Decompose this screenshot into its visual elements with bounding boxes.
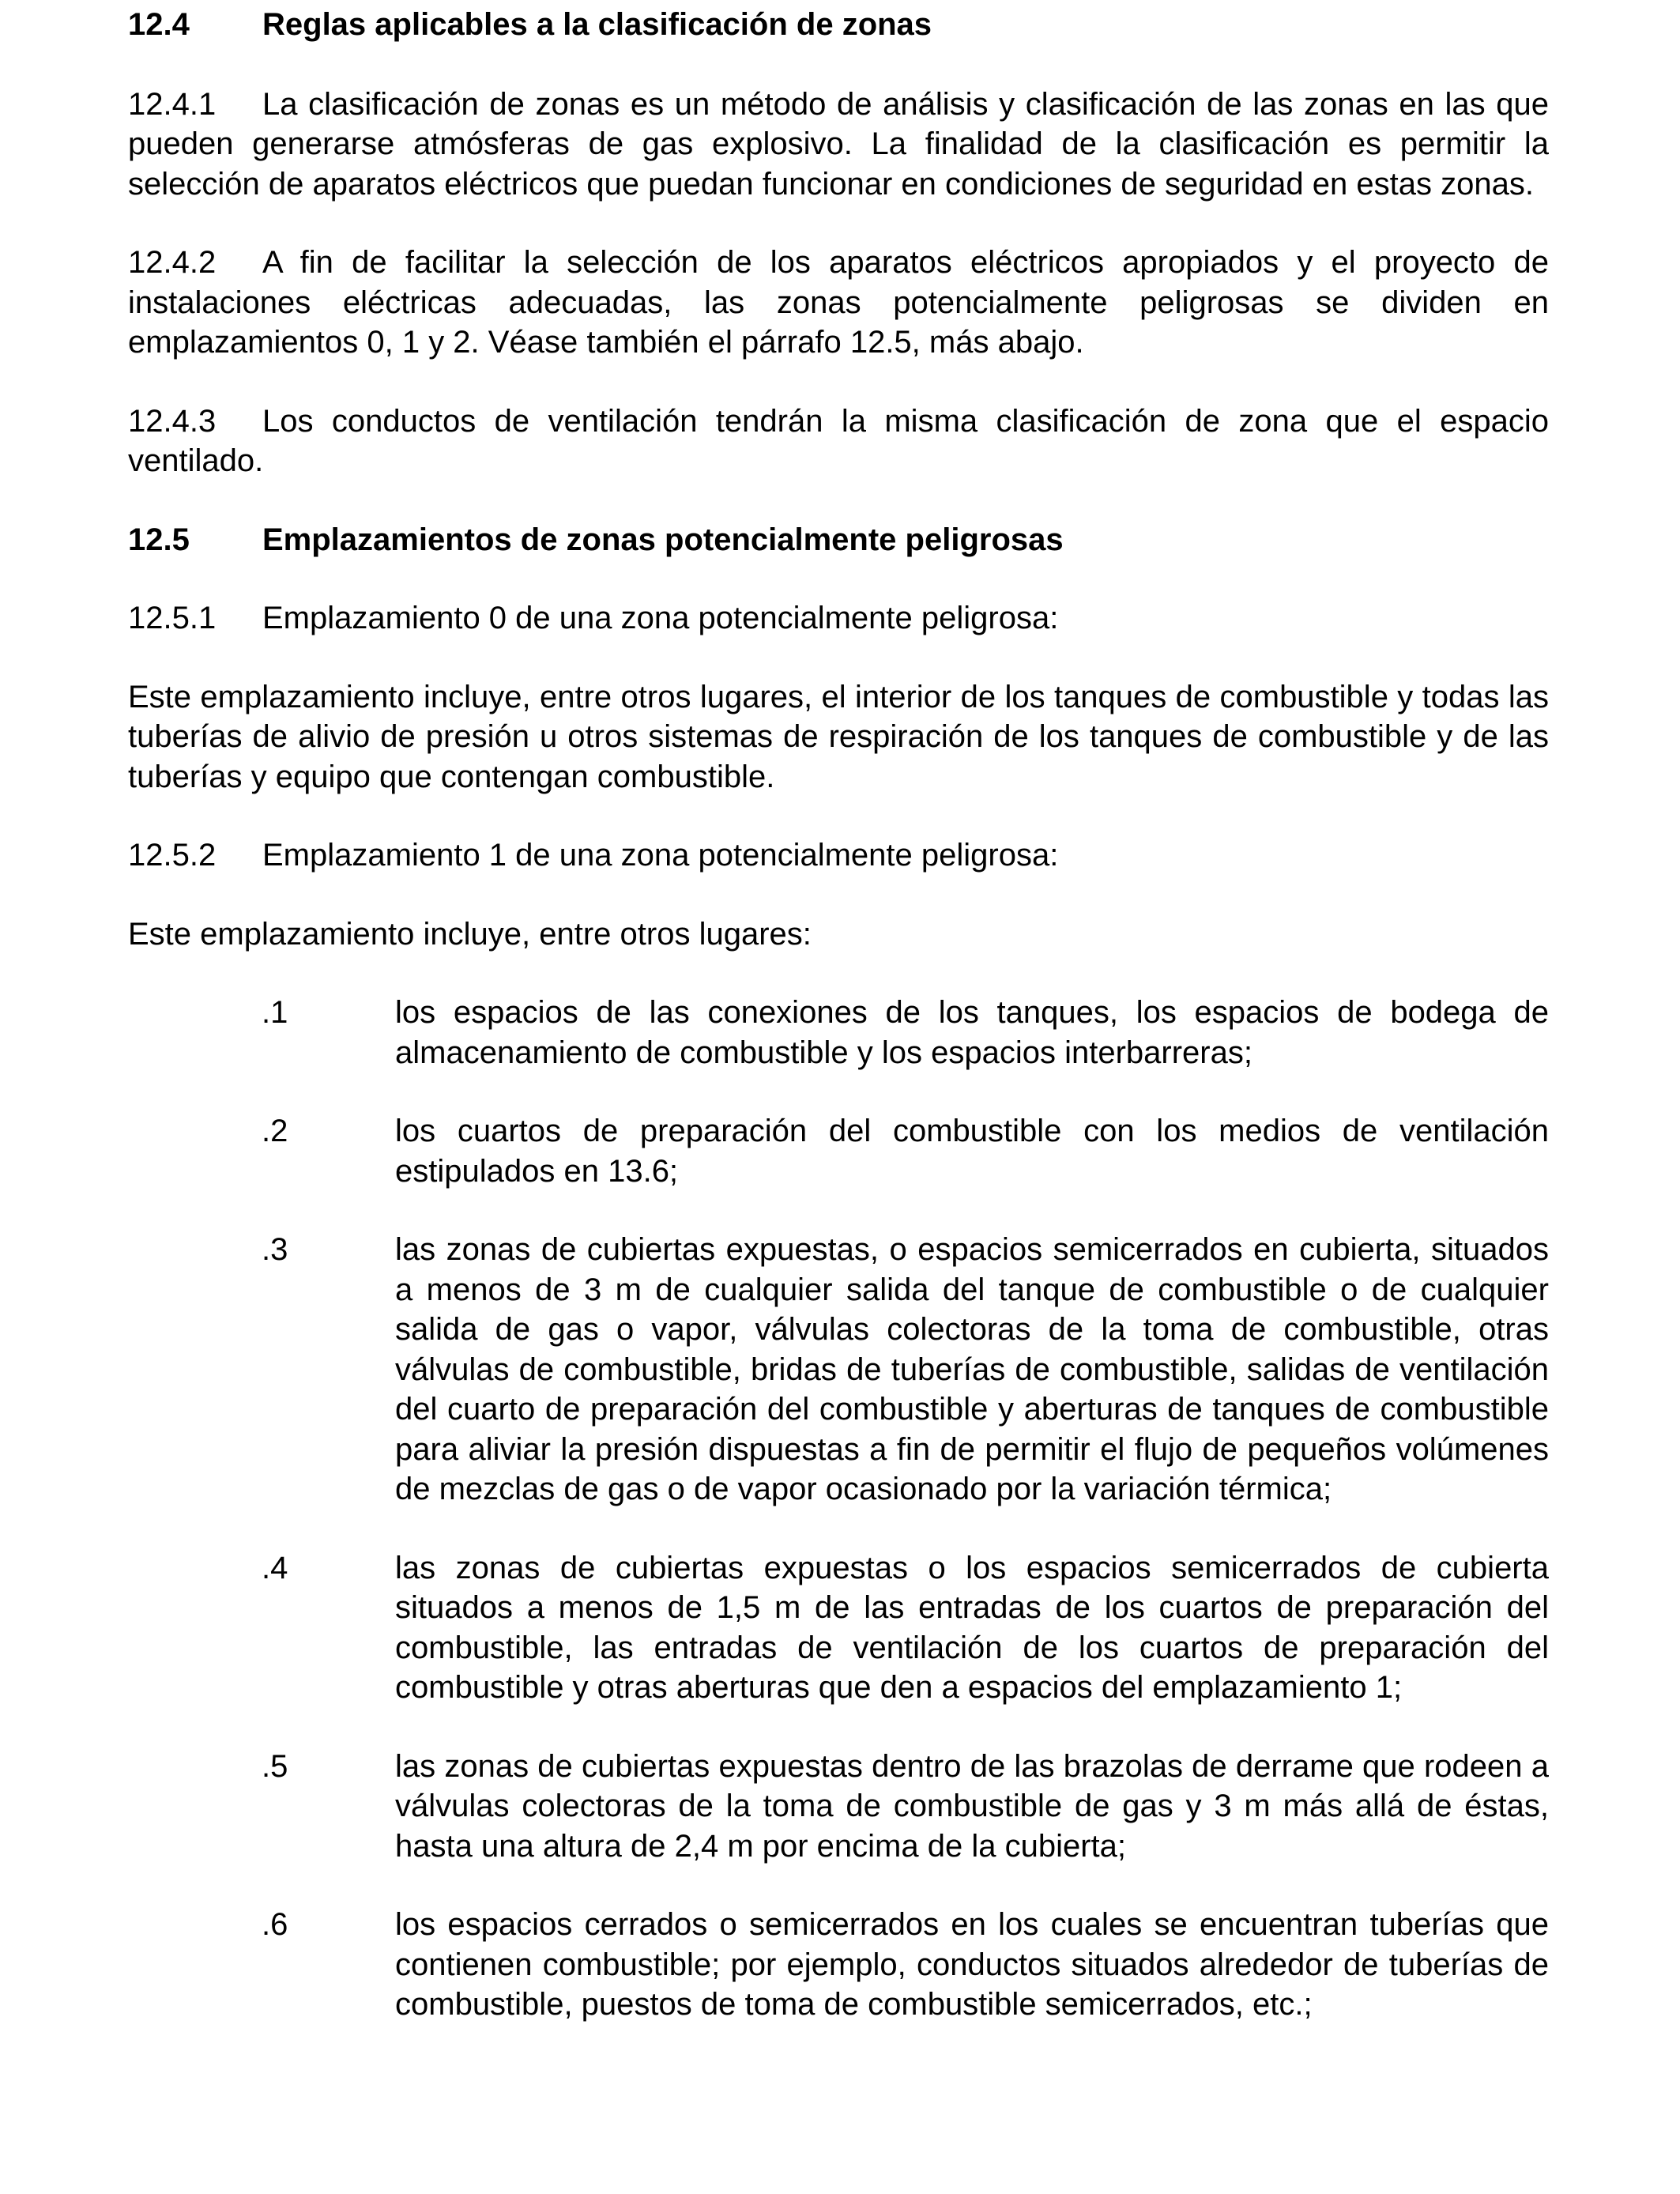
item-number: .3 bbox=[262, 1232, 288, 1267]
heading-number: 12.5 bbox=[128, 522, 190, 557]
item-text: los cuartos de preparación del combustible con los medios de ventilación estipulados en 13.6; bbox=[395, 1114, 1549, 1189]
list-item bbox=[128, 1230, 1549, 1510]
subheading-title: Emplazamiento 1 de una zona potencialmente peligrosa: bbox=[262, 838, 1059, 873]
item-number: .2 bbox=[262, 1114, 288, 1148]
item-text: los espacios cerrados o semicerrados en los cuales se encuentran tuberías que contienen combustible; por ejemplo, conductos situados alrededor de tuberías de combustible, puestos de toma de combustible semicerrados, etc.; bbox=[395, 1907, 1549, 2022]
paragraph-text: Los conductos de ventilación tendrán la misma clasificación de zona que el espacio ventilado. bbox=[128, 403, 1549, 478]
heading-12-4 bbox=[128, 5, 1549, 45]
item-text: las zonas de cubiertas expuestas dentro de las brazolas de derrame que rodeen a válvulas colectoras de la toma de combustible de gas y 3 m más allá de éstas, hasta una altura de 2,4 m por encima de la cubierta; bbox=[395, 1748, 1549, 1864]
subheading-title: Emplazamiento 0 de una zona potencialmente peligrosa: bbox=[262, 601, 1059, 635]
list-item bbox=[128, 1747, 1549, 1867]
item-text: las zonas de cubiertas expuestas o los espacios semicerrados de cubierta situados a menos de 1,5 m de las entradas de los cuartos de preparación del combustible, las entradas de ventilación de los cuartos de preparación del combustible y otras aberturas que den a espacios del emplazamiento 1; bbox=[395, 1550, 1549, 1705]
subheading-number: 12.5.1 bbox=[128, 601, 217, 635]
paragraph-number: 12.4.3 bbox=[128, 403, 217, 439]
heading-title: Emplazamientos de zonas potencialmente peligrosas bbox=[262, 522, 1064, 557]
paragraph-12-5-1-body: Este emplazamiento incluye, entre otros lugares, el interior de los tanques de combustible y todas las tuberías de alivio de presión u otros sistemas de respiración de los tanques de combustible y de las tuberías y equipo que contengan combustible. bbox=[128, 679, 1549, 794]
list-item bbox=[128, 1548, 1549, 1708]
item-text: las zonas de cubiertas expuestas, o espacios semicerrados en cubierta, situados a menos de 3 m de cualquier salida del tanque de combustible o de cualquier salida de gas o vapor, válvulas colectoras de la toma de combustible, otras válvulas de combustible, bridas de tuberías de combustible, salidas de ventilación del cuarto de preparación del combustible y aberturas de tanques de combustible para aliviar la presión dispuestas a fin de permitir el flujo de pequeños volúmenes de mezclas de gas o de vapor ocasionado por la variación térmica; bbox=[395, 1232, 1549, 1506]
item-list bbox=[128, 993, 1549, 2025]
item-number: .1 bbox=[262, 995, 288, 1030]
paragraph-number: 12.4.2 bbox=[128, 245, 217, 280]
list-item bbox=[128, 1905, 1549, 2025]
paragraph-text: A fin de facilitar la selección de los aparatos eléctricos apropiados y el proyecto de instalaciones eléctricas adecuadas, las zonas potencialmente peligrosas se dividen en emplazamientos 0, 1 y 2. Véase también el párrafo 12.5, más abajo. bbox=[128, 245, 1549, 360]
paragraph-text: La clasificación de zonas es un método de análisis y clasificación de las zonas en las que pueden generarse atmósferas de gas explosivo. La finalidad de la clasificación es permitir la selección de aparatos eléctricos que puedan funcionar en condiciones de seguridad en estas zonas. bbox=[128, 86, 1549, 202]
subheading-12-5-1 bbox=[128, 598, 1549, 639]
paragraph-12-4-1 bbox=[128, 85, 1549, 205]
heading-number: 12.4 bbox=[128, 7, 190, 42]
paragraph-12-4-2 bbox=[128, 243, 1549, 363]
heading-12-5 bbox=[128, 520, 1549, 560]
item-number: .6 bbox=[262, 1907, 288, 1942]
item-number: .4 bbox=[262, 1550, 288, 1585]
list-item bbox=[128, 993, 1549, 1072]
paragraph-number: 12.4.1 bbox=[128, 86, 217, 122]
document-page bbox=[128, 0, 1549, 2025]
list-item bbox=[128, 1111, 1549, 1191]
item-number: .5 bbox=[262, 1748, 288, 1784]
subheading-number: 12.5.2 bbox=[128, 838, 217, 873]
item-text: los espacios de las conexiones de los tanques, los espacios de bodega de almacenamiento de combustible y los espacios interbarreras; bbox=[395, 995, 1549, 1070]
subheading-12-5-2 bbox=[128, 835, 1549, 876]
paragraph-12-4-3 bbox=[128, 401, 1549, 481]
paragraph-12-5-2-intro: Este emplazamiento incluye, entre otros lugares: bbox=[128, 916, 812, 952]
heading-title: Reglas aplicables a la clasificación de zonas bbox=[262, 7, 932, 42]
